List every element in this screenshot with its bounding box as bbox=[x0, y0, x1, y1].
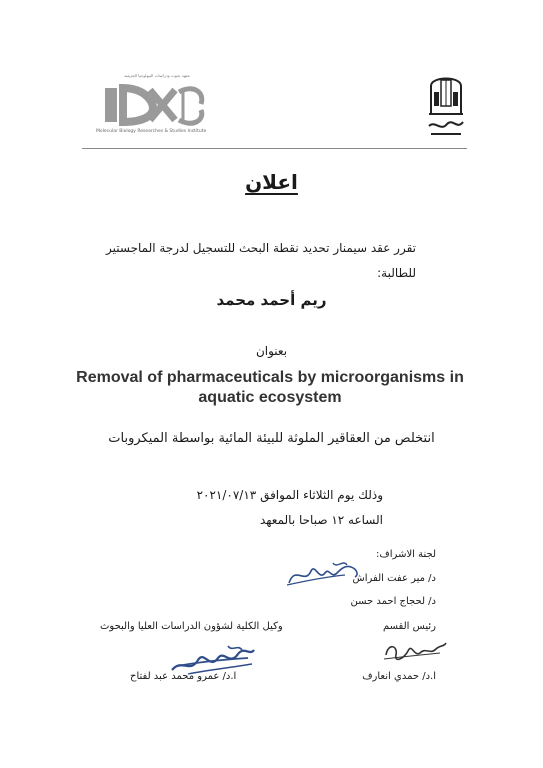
date-line: وذلك يوم الثلاثاء الموافق ٢٠٢١/٠٧/١٣ bbox=[196, 488, 383, 502]
committee-label: لجنة الاشراف: bbox=[376, 549, 436, 560]
thesis-title-english: Removal of pharmaceuticals by microorganisms in aquatic ecosystem bbox=[76, 369, 464, 406]
vice-dean-label: وكيل الكلية لشؤون الدراسات العليا والبحوث bbox=[100, 621, 283, 632]
dept-head-name: ا.د/ حمدي انعارف bbox=[362, 671, 436, 682]
thesis-title-arabic: انتخلص من العقاقير الملوثة للبيئة المائية بواسطة الميكروبات bbox=[108, 431, 435, 446]
university-logo-icon bbox=[425, 70, 467, 140]
committee-member: د/ لحجاج احمد حسن bbox=[350, 596, 436, 607]
committee-member: د/ مير عفت الفراش bbox=[352, 573, 436, 584]
announcement-title: اعلان bbox=[245, 170, 298, 194]
titled-label: بعنوان bbox=[255, 344, 288, 358]
header-divider bbox=[82, 148, 467, 149]
intro-text: تقرر عقد سيمنار تحديد نقطة البحث للتسجيل لدرجة الماجستير bbox=[106, 241, 416, 255]
vice-dean-signature-icon bbox=[168, 640, 258, 680]
institute-logo-icon bbox=[95, 70, 210, 138]
institute-name: Molecular Biology Researches & Studies Institute bbox=[96, 129, 207, 134]
committee-signature-icon bbox=[285, 555, 365, 591]
vice-dean-name: ا.د/ عمرو محمد عبد لفتاح bbox=[130, 671, 237, 682]
dept-head-label: رئيس القسم bbox=[382, 621, 436, 632]
student-name: ريم أحمد محمد bbox=[216, 291, 327, 309]
dept-head-signature-icon bbox=[380, 633, 450, 667]
student-label: للطالبة: bbox=[377, 266, 416, 280]
time-line: الساعه ١٢ صباحا بالمعهد bbox=[259, 513, 383, 527]
institute-caption: معهد بحوث ودراسات البيولوجيا الجزيئية bbox=[124, 73, 190, 78]
